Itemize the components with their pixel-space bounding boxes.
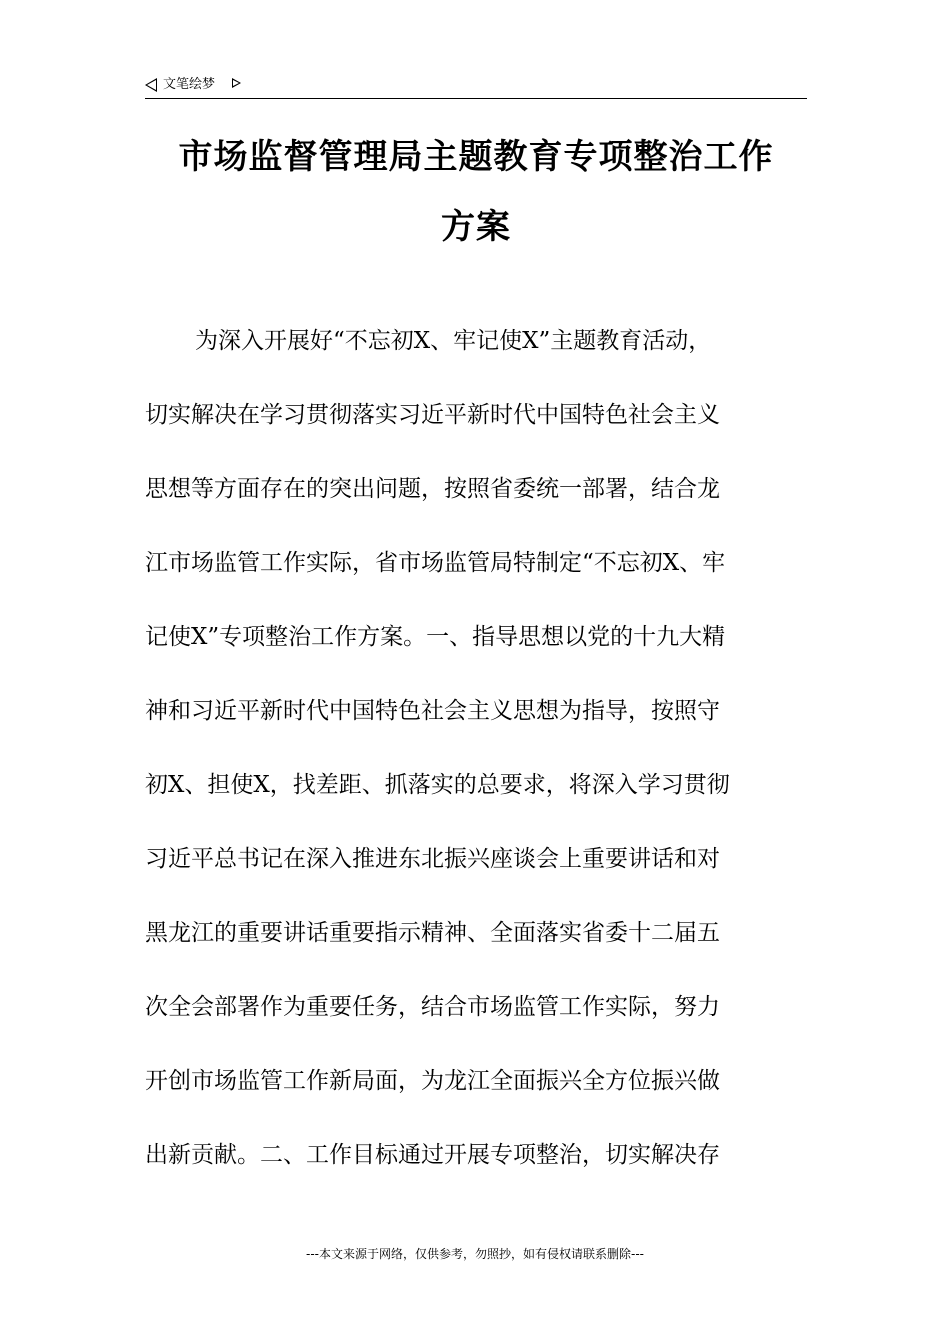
body-line: 次全会部署作为重要任务，结合市场监管工作实际，努力 [145,994,720,1020]
body-line: 思想等方面存在的突出问题，按照省委统一部署，结合龙 [145,476,720,502]
header-brand-text: 文笔绘梦 [163,77,216,92]
triangle-right-icon [232,78,241,88]
triangle-left-icon [145,78,157,92]
body-line: 切实解决在学习贯彻落实习近平新时代中国特色社会主义 [145,402,720,428]
body-line: 为深入开展好“不忘初X、牢记使X”主题教育活动， [195,328,712,354]
body-line: 黑龙江的重要讲话重要指示精神、全面落实省委十二届五 [145,920,720,946]
body-line: 初X、担使X，找差距、抓落实的总要求，将深入学习贯彻 [145,772,730,798]
body-line: 江市场监管工作实际，省市场监管局特制定“不忘初X、牢 [145,550,726,576]
body-line: 记使X”专项整治工作方案。一、指导思想以党的十九大精 [145,624,726,650]
document-title-line-2: 方案 [441,207,511,247]
page-footer-disclaimer: ---本文来源于网络，仅供参考，勿照抄，如有侵权请联系删除--- [306,1247,644,1261]
page-header [145,74,807,99]
document-title-line-1: 市场监督管理局主题教育专项整治工作 [178,137,774,177]
document-body [145,304,807,1192]
body-line: 神和习近平新时代中国特色社会主义思想为指导，按照守 [145,698,720,724]
body-line: 习近平总书记在深入推进东北振兴座谈会上重要讲话和对 [145,846,720,872]
body-line: 开创市场监管工作新局面，为龙江全面振兴全方位振兴做 [145,1068,720,1094]
body-line: 出新贡献。二、工作目标通过开展专项整治，切实解决存 [145,1142,720,1168]
document-title [145,122,807,262]
